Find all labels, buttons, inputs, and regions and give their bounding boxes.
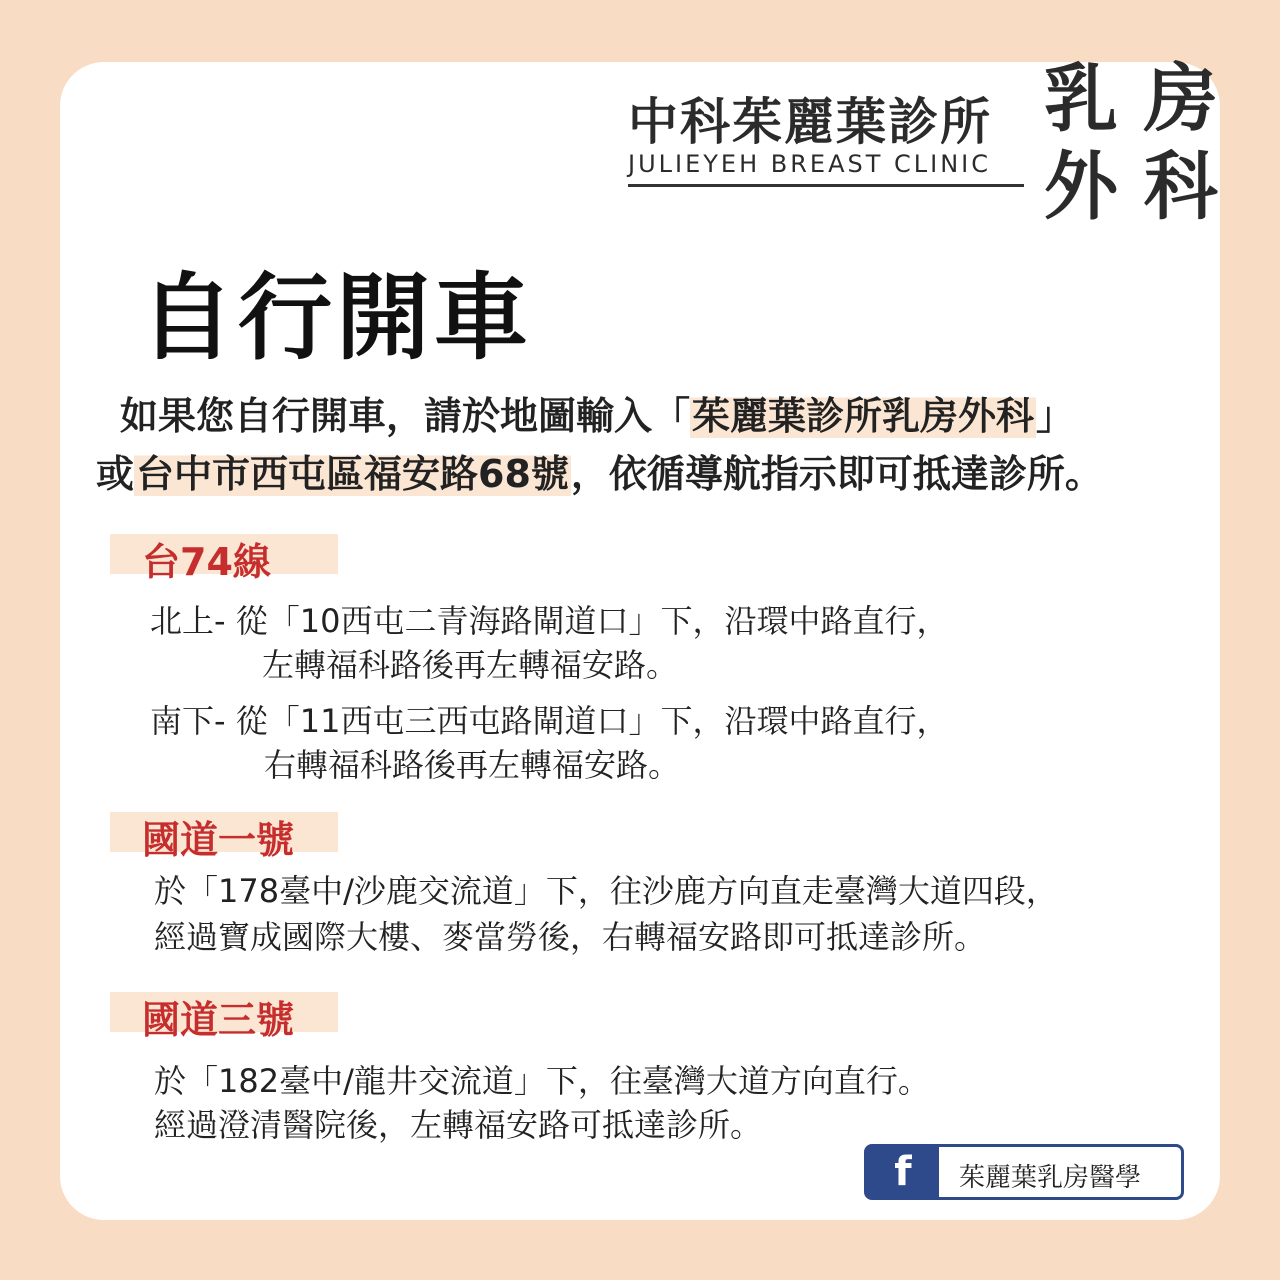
direction-line: 於「182臺中/龍井交流道」下，往臺灣大道方向直行。 (154, 1062, 930, 1100)
facebook-page-name: 茱麗葉乳房醫學 (959, 1163, 1142, 1193)
facebook-page-link[interactable] (864, 1144, 1184, 1200)
intro-highlight-clinic: 茱麗葉診所乳房外科 (692, 394, 1035, 438)
intro-text: 或 (96, 452, 135, 496)
direction-line: 左轉福科路後再左轉福安路。 (262, 646, 679, 684)
section-heading-box (110, 992, 338, 1042)
section-heading-box (110, 812, 338, 862)
page-title: 自行開車 (140, 264, 533, 373)
section-heading-box (110, 534, 338, 584)
section-heading: 國道三號 (142, 998, 295, 1042)
facebook-icon: f (867, 1147, 939, 1197)
direction-line: 經過澄清醫院後，左轉福安路可抵達診所。 (154, 1106, 763, 1144)
intro-highlight-address: 台中市西屯區福安路68號 (136, 452, 569, 496)
content-card (60, 56, 1220, 1220)
clinic-name: 中科茱麗葉診所 (628, 93, 992, 151)
intro-line-2 (96, 452, 1103, 498)
intro-text: ，依循導航指示即可抵達診所。 (570, 452, 1103, 496)
section-heading: 台74線 (142, 540, 271, 584)
direction-line: 南下- 從「11西屯三西屯路閘道口」下，沿環中路直行， (150, 702, 949, 740)
intro-text: 」 (1036, 394, 1075, 438)
intro-line-1 (120, 394, 1074, 440)
header-divider (628, 184, 1024, 187)
dept-label-line1: 乳 房 (1044, 56, 1218, 142)
dept-label-line2: 外 科 (1044, 144, 1218, 230)
direction-line: 北上- 從「10西屯二青海路閘道口」下，沿環中路直行， (150, 602, 949, 640)
intro-text: 如果您自行開車，請於地圖輸入「 (120, 394, 691, 438)
section-heading: 國道一號 (142, 818, 295, 862)
clinic-name-en: JULIEYEH BREAST CLINIC (628, 150, 991, 178)
direction-line: 於「178臺中/沙鹿交流道」下，往沙鹿方向直走臺灣大道四段， (154, 872, 1058, 910)
direction-line: 右轉福科路後再左轉福安路。 (264, 746, 681, 784)
direction-line: 經過寶成國際大樓、麥當勞後，右轉福安路即可抵達診所。 (154, 918, 987, 956)
